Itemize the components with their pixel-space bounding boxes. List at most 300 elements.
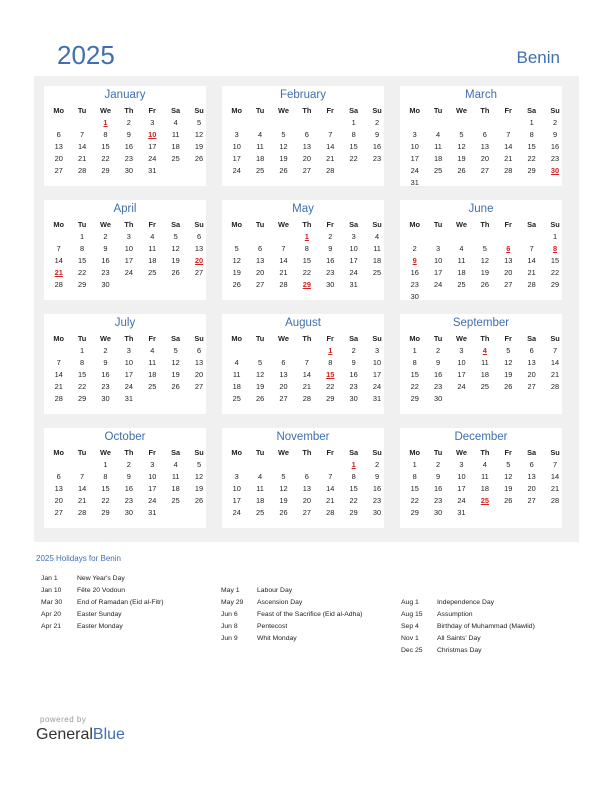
day-cell: 22 [77,382,87,391]
day-cell: 19 [279,154,288,163]
holiday-item [41,585,164,597]
day-cell: 17 [349,256,358,265]
day-cell: 19 [504,370,513,379]
week-row [225,243,389,254]
day-cell: 24 [457,382,466,391]
day-cell: 11 [457,256,466,265]
day-cell: 7 [80,130,85,139]
day-cell: 19 [504,484,513,493]
day-cell: 16 [433,484,443,493]
day-cell: 20 [504,268,513,277]
day-cell: 18 [457,268,466,277]
day-cell: 21 [279,268,288,277]
day-cell: 22 [349,496,358,505]
day-cell: 13 [194,358,204,367]
day-cell: 4 [150,232,155,241]
day-cell: 17 [232,496,241,505]
weekday-label: Sa [171,448,181,457]
holiday-date: May 29 [221,599,244,607]
week-row [47,231,211,242]
day-cell: 19 [171,370,180,379]
holiday-name: Whit Monday [257,635,297,643]
day-cell [543,177,566,188]
day-cell: 17 [433,268,443,277]
weekday-label: We [456,448,467,457]
day-cell: 15 [410,370,419,379]
week-row [47,507,211,518]
day-cell [365,165,388,176]
day-cell: 30 [349,394,358,403]
day-cell: 9 [436,358,441,367]
day-cell: 5 [459,130,464,139]
day-cell: 8 [529,130,534,139]
day-cell: 31 [457,508,466,517]
week-row [403,153,567,164]
day-cell: 3 [126,232,131,241]
weekday-label: We [278,448,289,457]
weekday-label: Fr [504,220,512,229]
day-cell: 18 [480,484,489,493]
day-cell: 29 [101,508,110,517]
weekday-header-row [47,219,211,230]
weekday-label: Th [302,106,312,115]
day-cell: 10 [124,244,133,253]
weekday-label: Su [372,334,382,343]
day-cell: 25 [255,508,265,517]
holiday-day-cell: 6 [506,244,511,253]
month-september [400,314,562,414]
day-cell: 16 [101,370,110,379]
holiday-name: Christmas Day [437,647,482,655]
day-cell: 20 [527,484,536,493]
holiday-day-cell: 1 [103,118,108,127]
day-cell: 31 [148,166,157,175]
holiday-name: Easter Monday [77,623,123,631]
day-cell [450,177,473,188]
day-cell: 5 [173,346,178,355]
day-cell: 11 [481,472,489,481]
day-cell: 21 [326,154,335,163]
day-cell: 16 [372,484,382,493]
holiday-date: Nov 1 [401,635,419,643]
day-cell: 9 [552,130,558,139]
day-cell: 17 [124,370,133,379]
day-cell: 28 [279,280,288,289]
day-cell: 14 [279,256,288,265]
day-cell: 17 [372,370,382,379]
week-row [225,483,389,494]
week-row [47,255,211,266]
day-cell: 30 [124,166,133,175]
day-cell: 9 [351,358,356,367]
day-cell: 23 [410,280,419,289]
weekday-label: Sa [349,334,359,343]
day-cell: 12 [171,244,180,253]
holiday-item [401,597,535,609]
day-cell: 15 [77,256,87,265]
day-cell: 6 [281,358,286,367]
month-august [222,314,384,414]
week-row [47,165,211,176]
day-cell: 7 [80,472,85,481]
day-cell: 26 [279,166,288,175]
day-cell: 9 [126,472,131,481]
day-cell [187,165,210,176]
holiday-day-cell: 20 [194,256,204,265]
day-cell: 27 [302,166,311,175]
weekday-label: Su [194,220,204,229]
week-row [225,495,389,506]
holiday-item [221,585,362,597]
weekday-label: Th [124,220,134,229]
day-cell: 21 [550,370,560,379]
day-cell: 11 [148,244,157,253]
day-cell: 26 [255,394,265,403]
day-cell: 22 [326,382,335,391]
day-cell [117,279,140,290]
day-cell [187,507,210,518]
day-cell: 22 [550,268,560,277]
day-cell: 31 [410,178,419,187]
day-cell: 12 [279,142,288,151]
day-cell: 7 [529,244,534,253]
day-cell: 22 [410,496,419,505]
month-title: April [113,203,137,215]
holiday-day-cell: 15 [326,370,335,379]
day-cell: 2 [328,232,333,241]
weekday-label: Fr [148,334,156,343]
weekday-label: Th [480,334,490,343]
day-cell [543,507,566,518]
day-cell: 25 [171,496,180,505]
day-cell: 21 [54,382,63,391]
weekday-label: Mo [409,106,421,115]
day-cell: 2 [412,244,417,253]
day-cell: 18 [433,154,443,163]
day-cell: 8 [304,244,309,253]
day-cell: 28 [550,496,560,505]
day-cell [248,231,271,242]
day-cell [403,231,426,242]
day-cell: 28 [504,166,513,175]
day-cell: 20 [480,154,489,163]
day-cell [225,459,248,470]
day-cell [426,117,449,128]
weekday-header-row [403,105,567,116]
day-cell: 26 [171,268,180,277]
holiday-date: Dec 25 [401,647,423,655]
day-cell: 30 [410,292,419,301]
day-cell: 14 [326,142,335,151]
day-cell [497,507,520,518]
month-june [400,200,562,300]
day-cell: 24 [349,268,358,277]
day-cell: 3 [126,346,131,355]
holiday-item [221,609,362,621]
day-cell: 19 [255,382,265,391]
day-cell: 23 [372,154,382,163]
day-cell: 28 [527,280,536,289]
day-cell [450,117,473,128]
holiday-item [41,597,164,609]
day-cell [497,291,520,302]
day-cell: 3 [150,118,155,127]
day-cell: 28 [302,394,311,403]
day-cell [70,459,93,470]
day-cell: 13 [527,472,536,481]
day-cell: 4 [258,472,263,481]
weekday-label: Fr [148,220,156,229]
week-row [225,507,389,518]
day-cell: 20 [54,496,63,505]
day-cell [295,117,318,128]
day-cell [342,165,365,176]
week-row [47,483,211,494]
holiday-day-cell: 4 [482,346,487,355]
week-row [403,267,567,278]
weekday-label: Th [302,448,312,457]
weekday-label: Mo [231,106,243,115]
day-cell: 16 [326,256,335,265]
day-cell [248,459,271,470]
day-cell [450,231,473,242]
day-cell [497,393,520,404]
day-cell: 10 [232,484,241,493]
week-row [225,393,389,404]
day-cell: 27 [194,268,204,277]
day-cell: 29 [349,508,358,517]
day-cell: 10 [124,358,133,367]
week-row [225,141,389,152]
day-cell: 27 [527,382,536,391]
day-cell: 24 [410,166,419,175]
day-cell: 16 [124,484,133,493]
day-cell: 6 [304,472,309,481]
day-cell [520,291,543,302]
month-title: May [292,203,314,215]
day-cell: 1 [80,346,85,355]
day-cell: 22 [302,268,311,277]
day-cell: 2 [552,118,558,127]
day-cell: 23 [101,382,110,391]
day-cell: 20 [527,370,536,379]
day-cell: 18 [372,256,382,265]
holiday-column [221,585,362,645]
day-cell [164,165,187,176]
day-cell: 27 [279,394,288,403]
weekday-label: We [278,106,289,115]
day-cell [319,117,342,128]
weekday-label: Fr [326,334,334,343]
day-cell: 7 [56,244,61,253]
day-cell: 23 [124,154,133,163]
week-row [47,369,211,380]
weekday-label: Sa [527,106,537,115]
day-cell: 8 [103,130,108,139]
weekday-label: Tu [433,448,443,457]
day-cell: 25 [457,280,466,289]
day-cell: 21 [326,496,335,505]
day-cell: 8 [412,472,417,481]
day-cell: 4 [436,130,441,139]
week-row [47,471,211,482]
day-cell [248,345,271,356]
holiday-date: Jan 10 [41,587,62,595]
weekday-label: Fr [504,448,512,457]
week-row [47,153,211,164]
month-title: February [279,89,327,101]
day-cell: 9 [103,244,108,253]
day-cell: 7 [281,244,286,253]
day-cell: 20 [194,370,204,379]
day-cell: 26 [504,496,513,505]
weekday-label: Sa [527,448,537,457]
weekday-label: Mo [231,334,243,343]
day-cell: 18 [232,382,241,391]
day-cell: 29 [77,394,87,403]
day-cell: 19 [194,484,204,493]
day-cell: 22 [77,268,87,277]
day-cell: 12 [255,370,265,379]
weekday-header-row [47,447,211,458]
holiday-name: New Year's Day [77,575,125,582]
holiday-date: Jan 1 [41,575,58,582]
day-cell: 22 [410,382,419,391]
weekday-label: Fr [326,220,334,229]
day-cell: 24 [433,280,443,289]
weekday-label: We [100,220,111,229]
day-cell: 21 [302,382,311,391]
weekday-label: Sa [349,220,359,229]
day-cell: 9 [126,130,131,139]
holiday-day-cell: 21 [54,268,63,277]
month-january [44,86,206,186]
day-cell: 13 [194,244,204,253]
day-cell: 24 [232,166,241,175]
day-cell: 29 [326,394,335,403]
holidays-title: 2025 Holidays for Benin [36,554,121,563]
weekday-label: We [100,106,111,115]
weekday-label: Th [124,106,134,115]
day-cell: 14 [54,256,63,265]
day-cell: 12 [457,142,466,151]
day-cell [426,231,449,242]
day-cell: 5 [196,460,202,469]
holiday-item [221,597,362,609]
weekday-label: Sa [349,448,359,457]
day-cell: 8 [80,358,85,367]
day-cell: 29 [410,508,419,517]
day-cell: 24 [124,268,133,277]
week-row [403,279,567,290]
day-cell: 31 [349,280,358,289]
day-cell: 2 [351,346,356,355]
holiday-day-cell: 30 [550,166,560,175]
day-cell: 1 [103,460,108,469]
day-cell: 5 [196,118,202,127]
weekday-label: We [100,448,111,457]
day-cell [497,117,520,128]
day-cell: 1 [552,232,558,241]
day-cell: 18 [255,496,265,505]
day-cell: 24 [124,382,133,391]
holiday-column [401,597,535,657]
day-cell: 29 [527,166,536,175]
day-cell: 2 [103,232,108,241]
day-cell [543,291,566,302]
week-row [403,507,567,518]
day-cell: 26 [457,166,466,175]
day-cell: 6 [529,346,534,355]
day-cell: 8 [103,472,108,481]
day-cell: 19 [232,268,241,277]
day-cell [473,231,496,242]
day-cell: 4 [482,460,487,469]
week-row [225,153,389,164]
weekday-label: Mo [409,220,421,229]
day-cell: 26 [504,382,513,391]
weekday-label: Tu [255,106,265,115]
day-cell [225,345,248,356]
day-cell: 27 [54,508,63,517]
week-row [225,279,389,290]
generalblue-logo[interactable] [36,726,125,744]
day-cell: 15 [410,484,419,493]
day-cell: 13 [302,142,311,151]
weekday-label: Tu [77,448,87,457]
weekday-label: Fr [504,106,512,115]
day-cell: 19 [279,496,288,505]
day-cell: 15 [101,484,110,493]
day-cell: 12 [504,358,513,367]
day-cell: 30 [124,508,133,517]
day-cell [70,117,93,128]
weekday-label: Su [372,220,382,229]
day-cell: 8 [328,358,333,367]
day-cell: 27 [194,382,204,391]
day-cell: 18 [171,484,180,493]
day-cell: 11 [256,484,264,493]
weekday-label: Fr [504,334,512,343]
day-cell: 30 [433,394,443,403]
day-cell: 25 [433,166,443,175]
day-cell: 16 [433,370,443,379]
day-cell: 4 [459,244,464,253]
week-row [225,369,389,380]
day-cell: 19 [194,142,204,151]
day-cell: 16 [124,142,133,151]
day-cell: 20 [302,496,311,505]
day-cell: 28 [77,508,87,517]
month-march [400,86,562,186]
day-cell: 14 [326,484,335,493]
day-cell: 11 [171,130,180,139]
day-cell: 24 [148,154,157,163]
day-cell: 5 [281,472,286,481]
weekday-label: Mo [409,334,421,343]
day-cell: 31 [124,394,133,403]
weekday-header-row [47,105,211,116]
holiday-day-cell: 1 [304,232,309,241]
week-row [403,393,567,404]
day-cell: 14 [550,472,560,481]
day-cell: 22 [101,154,110,163]
day-cell: 10 [232,142,241,151]
month-title: August [285,317,321,329]
weekday-label: Mo [53,448,65,457]
day-cell [295,459,318,470]
day-cell: 10 [457,358,466,367]
